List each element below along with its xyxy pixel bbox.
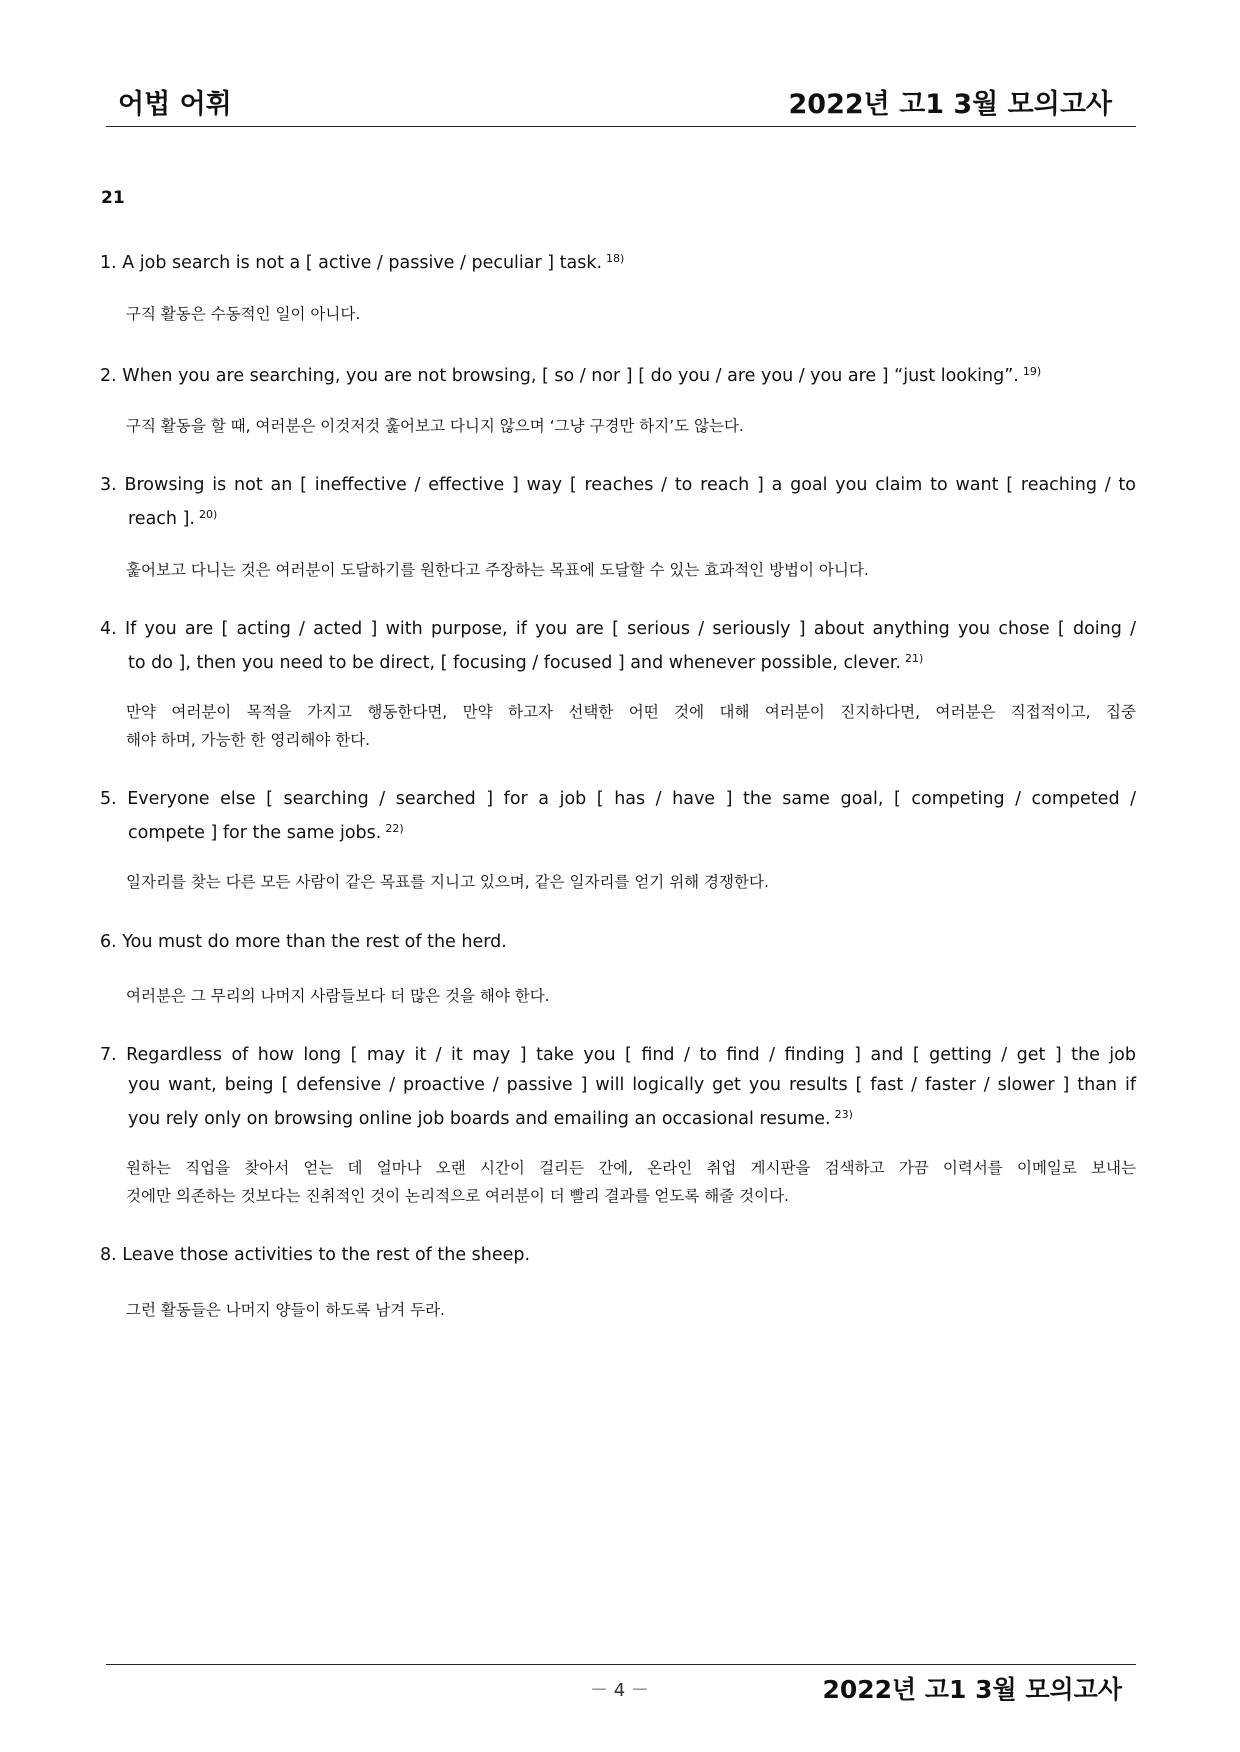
translation-line: 그런 활동들은 나머지 양들이 하도록 남겨 두라.	[126, 1301, 445, 1319]
question-item	[100, 1040, 1136, 1130]
question-text: 6. You must do more than the rest of the herd.	[100, 932, 507, 952]
question-item	[100, 357, 1136, 387]
question-line	[100, 1100, 1136, 1130]
question-line	[100, 614, 1136, 644]
footnote-marker: 19)	[1022, 365, 1042, 378]
korean-translation	[126, 698, 1136, 754]
question-line	[100, 814, 1136, 844]
question-line	[100, 1240, 1136, 1270]
translation-line: 훑어보고 다니는 것은 여러분이 도달하기를 원한다고 주장하는 목표에 도달할 수 있는 효과적인 방법이 아니다.	[126, 561, 869, 579]
question-item	[100, 614, 1136, 674]
question-line	[100, 784, 1136, 814]
question-text: 5. Everyone else [ searching / searched ] for a job [ has / have ] the same goal, [ competing / competed /	[100, 789, 1136, 809]
korean-translation	[126, 556, 1136, 584]
question-text: 4. If you are [ acting / acted ] with purpose, if you are [ serious / seriously ] about anything you chose [ doing /	[100, 619, 1136, 639]
page-number: － 4 －	[590, 1680, 649, 1701]
korean-translation	[126, 868, 1136, 896]
translation-line: 만약 여러분이 목적을 가지고 행동한다면, 만약 하고자 선택한 어떤 것에 대해 여러분이 진지하다면, 여러분은 직접적이고, 집중	[126, 703, 1136, 721]
question-text: reach ].	[128, 509, 195, 529]
question-item	[100, 470, 1136, 530]
question-text: compete ] for the same jobs.	[128, 823, 382, 843]
question-text: to do ], then you need to be direct, [ focusing / focused ] and whenever possible, clever.	[128, 653, 901, 673]
header-exam-title: 2022년 고1 3월 모의고사	[788, 89, 1112, 120]
question-line	[100, 927, 1136, 957]
translation-line: 해야 하며, 가능한 한 영리해야 한다.	[126, 731, 371, 749]
question-item	[100, 1240, 1136, 1270]
translation-line: 여러분은 그 무리의 나머지 사람들보다 더 많은 것을 해야 한다.	[126, 987, 550, 1005]
question-text: 2. When you are searching, you are not browsing, [ so / nor ] [ do you / are you / you are ] “just looking”.	[100, 366, 1019, 386]
translation-line: 것에만 의존하는 것보다는 진취적인 것이 논리적으로 여러분이 더 빨리 결과를 얻도록 해줄 것이다.	[126, 1187, 789, 1205]
translation-line: 일자리를 찾는 다른 모든 사람이 같은 목표를 지니고 있으며, 같은 일자리를 얻기 위해 경쟁한다.	[126, 873, 769, 891]
question-line	[100, 1070, 1136, 1100]
translation-line: 구직 활동을 할 때, 여러분은 이것저것 훑어보고 다니지 않으며 ‘그냥 구경만 하지’도 않는다.	[126, 417, 744, 435]
korean-translation	[126, 1154, 1136, 1210]
question-line	[100, 244, 1136, 274]
korean-translation	[126, 1296, 1136, 1324]
korean-translation	[126, 300, 1136, 328]
question-line	[100, 357, 1136, 387]
footer-exam-title: 2022년 고1 3월 모의고사	[822, 1675, 1122, 1704]
footnote-marker: 23)	[834, 1108, 853, 1121]
question-line	[100, 470, 1136, 500]
question-text: you want, being [ defensive / proactive / passive ] will logically get you results [ fast / faster / slower ] than if	[128, 1075, 1136, 1095]
question-text: 8. Leave those activities to the rest of the sheep.	[100, 1245, 531, 1265]
footer-rule	[106, 1664, 1136, 1665]
question-text: 7. Regardless of how long [ may it / it may ] take you [ find / to find / finding ] and [ getting / get ] the job	[100, 1045, 1136, 1065]
question-text: 1. A job search is not a [ active / passive / peculiar ] task.	[100, 253, 603, 273]
translation-line: 구직 활동은 수동적인 일이 아니다.	[126, 305, 361, 323]
footnote-marker: 22)	[385, 822, 404, 835]
question-item	[100, 244, 1136, 274]
korean-translation	[126, 412, 1136, 440]
question-line	[100, 500, 1136, 530]
question-text: you rely only on browsing online job boards and emailing an occasional resume.	[128, 1109, 831, 1129]
question-item	[100, 927, 1136, 957]
header-subject: 어법 어휘	[118, 89, 232, 120]
korean-translation	[126, 982, 1136, 1010]
header-rule	[106, 126, 1136, 127]
translation-line: 원하는 직업을 찾아서 얻는 데 얼마나 오랜 시간이 걸리든 간에, 온라인 취업 게시판을 검색하고 가끔 이력서를 이메일로 보내는	[126, 1159, 1137, 1177]
question-line	[100, 1040, 1136, 1070]
question-line	[100, 644, 1136, 674]
question-text: 3. Browsing is not an [ ineffective / effective ] way [ reaches / to reach ] a goal you claim to want [ reaching / to	[100, 475, 1136, 495]
section-number: 21	[101, 188, 125, 208]
footnote-marker: 21)	[904, 652, 924, 665]
footnote-marker: 18)	[606, 252, 625, 265]
footnote-marker: 20)	[198, 508, 218, 521]
question-item	[100, 784, 1136, 844]
